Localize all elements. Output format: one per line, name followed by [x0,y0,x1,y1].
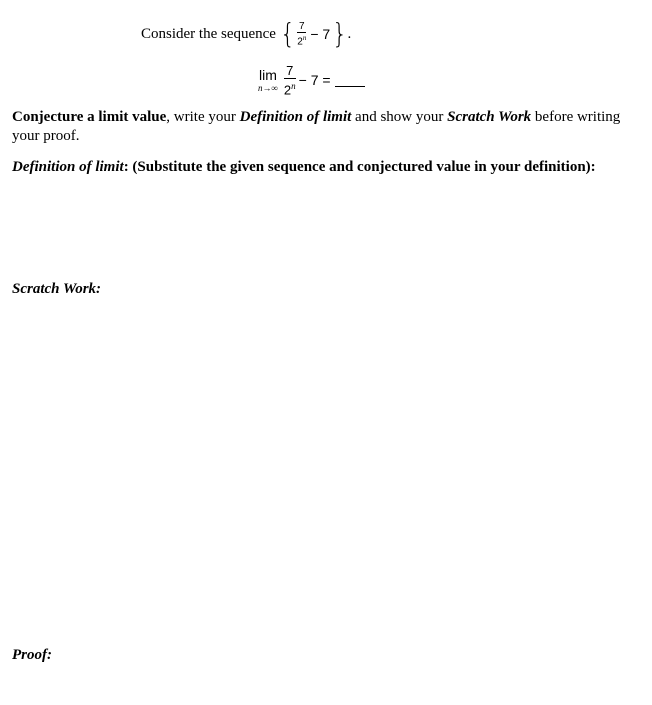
right-brace: } [332,17,348,51]
instruction-text: before writing your proof. [12,109,621,144]
denominator-exponent: n [291,80,296,91]
instruction-text: , write your [166,109,240,125]
lim-word: lim [259,66,277,83]
conjecture-text: Conjecture a limit value [12,109,167,125]
denominator-exponent: n [302,33,307,42]
definition-label: Definition of limit [12,159,124,175]
sequence-expression [279,17,348,51]
scratch-term: Scratch Work [447,109,532,125]
sequence-minus-seven: − 7 [310,25,331,42]
proof-label: Proof: [12,647,52,663]
instruction-text: and show your [351,109,448,125]
denominator-base: 2 [297,36,303,48]
left-brace: { [279,17,296,51]
limit-numerator: 7 [286,62,294,78]
period: . [347,25,352,42]
instructions-paragraph [12,108,632,146]
answer-blank[interactable] [335,74,365,87]
lim-operator [258,68,278,93]
scratch-work-label: Scratch Work: [12,281,102,297]
sequence-numerator: 7 [299,20,305,32]
sequence-statement [141,18,351,50]
limit-fraction [284,63,296,97]
definition-instruction: : (Substitute the given sequence and conjectured value in your definition): [123,159,596,175]
limit-minus-seven-equals: − 7 = [298,72,331,88]
limit-denominator [284,79,296,97]
consider-text: Consider the sequence [141,25,276,42]
limit-expression [258,60,365,100]
lim-subscript: n→∞ [258,82,278,93]
definition-heading [12,158,642,177]
definition-term: Definition of limit [239,109,352,125]
denominator-base: 2 [283,82,292,98]
sequence-fraction [297,21,306,47]
sequence-denominator [297,33,306,47]
